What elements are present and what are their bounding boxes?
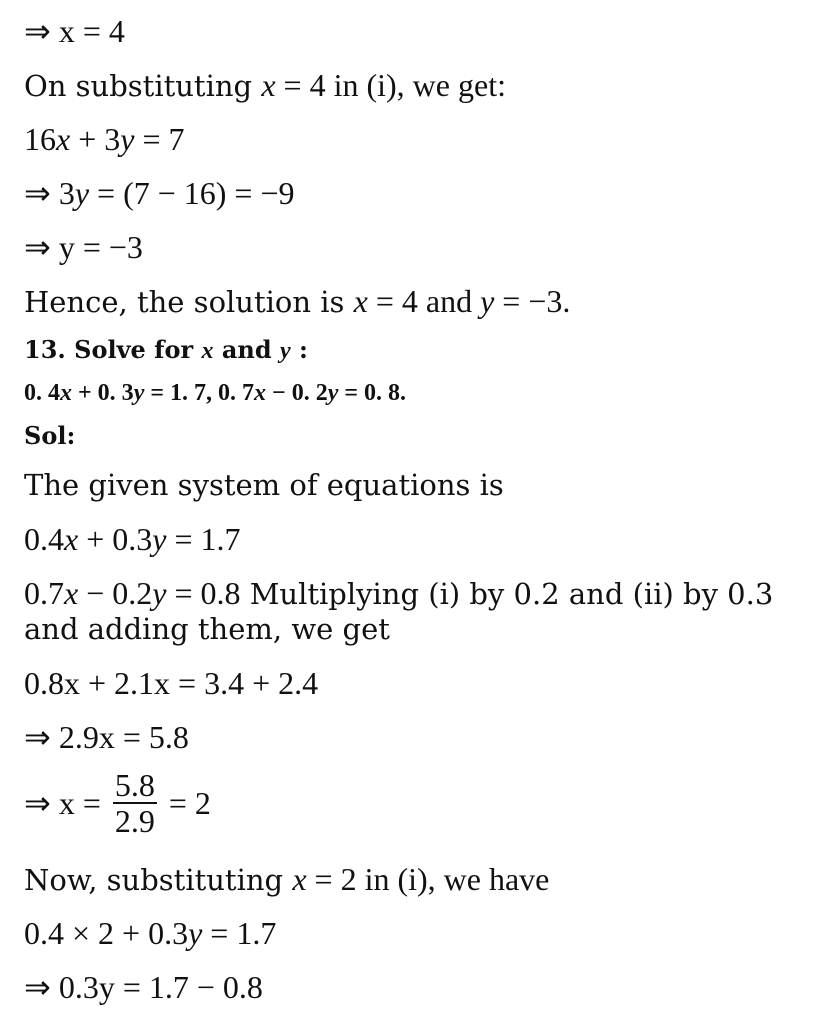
equation-sum: 0.8x + 2.1x = 3.4 + 2.4 xyxy=(24,665,319,701)
method-continuation: and adding them, we get xyxy=(24,612,390,646)
given-system-text: The given system of equations is xyxy=(24,468,504,502)
equation-2-9x: ⇒ 2.9x = 5.8 xyxy=(24,719,189,755)
substitution-x-2-text: Now, substituting x = 2 in (i), we have xyxy=(24,861,550,897)
fraction xyxy=(113,767,157,839)
equation-x-equals-4: ⇒ x = 4 xyxy=(24,13,125,49)
equation-y-equals-minus-3: ⇒ y = −3 xyxy=(24,229,143,265)
solution-statement: Hence, the solution is x = 4 and y = −3. xyxy=(24,283,571,319)
equation-substituted: 0.4 × 2 + 0.3y = 1.7 xyxy=(24,915,277,951)
equation-i: 0.4x + 0.3y = 1.7 xyxy=(24,521,241,557)
equation-ii-and-method: 0.7x − 0.2y = 0.8 Multiplying (i) by 0.2 and (ii) by 0.3 xyxy=(24,575,774,611)
equation-3y: ⇒ 3y = (7 − 16) = −9 xyxy=(24,175,295,211)
substitution-text: On substituting x = 4 in (i), we get: xyxy=(24,67,506,103)
fraction-numerator: 5.8 xyxy=(114,767,155,803)
equation-fraction: ⇒ x = $\frac{5.8}{2.9}$ = 2 xyxy=(24,767,211,839)
equation-0-3y: ⇒ 0.3y = 1.7 − 0.8 xyxy=(24,969,263,1005)
question-13-equations: 0. 4x + 0. 3y = 1. 7, 0. 7x − 0. 2y = 0. 8. xyxy=(24,380,407,406)
sol-label: Sol: xyxy=(24,421,76,450)
equation-16x-3y: 16x + 3y = 7 xyxy=(24,121,185,157)
question-13-heading: 13. Solve for x and y : xyxy=(24,335,308,364)
fraction-denominator: 2.9 xyxy=(114,803,155,839)
